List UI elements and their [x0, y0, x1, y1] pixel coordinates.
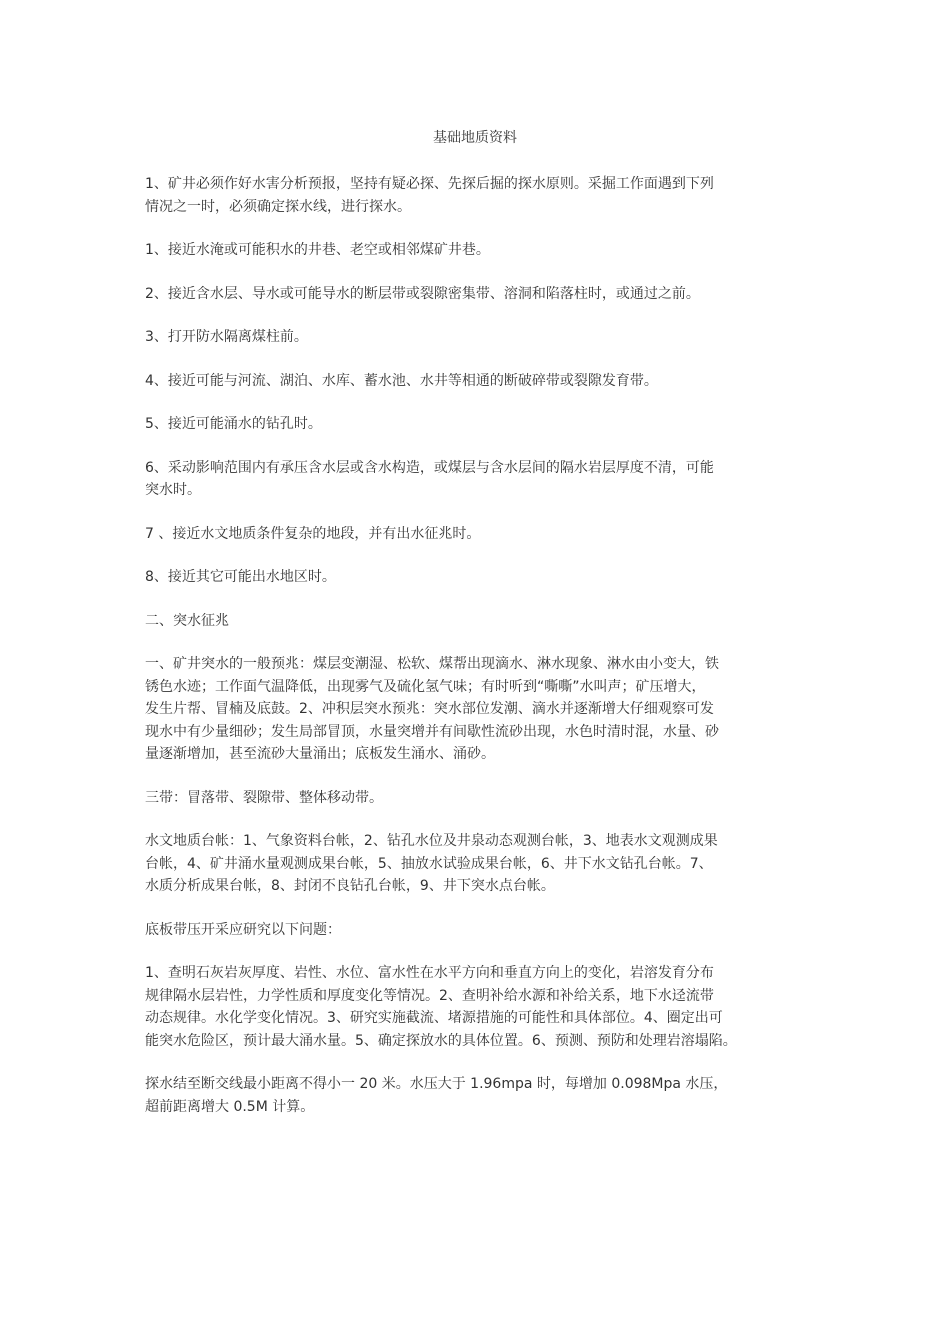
paragraph-line: 发生片帮、冒楠及底鼓。2、冲积层突水预兆：突水部位发潮、滴水并逐渐增大仔细观察可发: [145, 701, 714, 717]
paragraph-9: [145, 566, 815, 589]
paragraph-line: 现水中有少量细砂；发生局部冒顶，水量突增并有间歇性流砂出现，水色时清时混，水量、砂: [145, 723, 719, 740]
paragraph-line: 动态规律。水化学变化情况。3、研究实施截流、堵源措施的可能性和具体部位。4、圈定出可: [145, 1010, 723, 1026]
document-body: [145, 173, 815, 1139]
paragraph-line: 8、接近其它可能出水地区时。: [145, 569, 336, 585]
paragraph-line: 一、矿井突水的一般预兆：煤层变潮湿、松软、煤帮出现滴水、淋水现象、淋水由小变大，铁: [145, 656, 719, 672]
paragraph-line: 能突水危险区，预计最大涌水量。5、确定探放水的具体位置。6、预测、预防和处理岩溶塌陷。: [145, 1032, 737, 1049]
paragraph-line: 6、采动影响范围内有承压含水层或含水构造，或煤层与含水层间的隔水岩层厚度不清，可能: [145, 459, 714, 476]
paragraph-6: [145, 413, 815, 436]
paragraph-4: [145, 326, 815, 349]
paragraph-16: [145, 1073, 815, 1118]
paragraph-15: [145, 962, 815, 1052]
paragraph-line: 3、打开防水隔离煤柱前。: [145, 329, 308, 345]
paragraph-11: [145, 653, 815, 766]
paragraph-1: [145, 173, 815, 218]
paragraph-line: 底板带压开采应研究以下问题：: [145, 921, 341, 938]
paragraph-line: 情况之一时，必须确定探水线，进行探水。: [145, 198, 411, 215]
paragraph-2: [145, 239, 815, 262]
paragraph-line: 二、突水征兆: [145, 612, 229, 629]
section-heading-water-inrush-signs: [145, 610, 815, 633]
paragraph-line: 锈色水迹；工作面气温降低，出现雾气及硫化氢气味；有时听到“嘶嘶”水叫声；矿压增大，: [145, 678, 706, 695]
paragraph-line: 5、接近可能涌水的钻孔时。: [145, 416, 322, 432]
paragraph-line: 规律隔水层岩性，力学性质和厚度变化等情况。2、查明补给水源和补给关系，地下水迳流带: [145, 987, 714, 1004]
paragraph-line: 超前距离增大 0.5M 计算。: [145, 1098, 315, 1115]
paragraph-12: [145, 787, 815, 810]
paragraph-line: 1、接近水淹或可能积水的井巷、老空或相邻煤矿井巷。: [145, 242, 490, 258]
paragraph-line: 水质分析成果台帐，8、封闭不良钻孔台帐，9、井下突水点台帐。: [145, 878, 555, 894]
paragraph-line: 突水时。: [145, 482, 201, 498]
paragraph-line: 三带：冒落带、裂隙带、整体移动带。: [145, 789, 383, 806]
paragraph-7: [145, 457, 815, 502]
paragraph-line: 4、接近可能与河流、湖泊、水库、蓄水池、水井等相通的断破碎带或裂隙发育带。: [145, 372, 658, 389]
paragraph-line: 量逐渐增加，甚至流砂大量涌出；底板发生涌水、涌砂。: [145, 746, 495, 762]
paragraph-line: 1、查明石灰岩灰厚度、岩性、水位、富水性在水平方向和垂直方向上的变化，岩溶发育分布: [145, 965, 714, 981]
paragraph-14: [145, 919, 815, 942]
paragraph-line: 2、接近含水层、导水或可能导水的断层带或裂隙密集带、溶洞和陷落柱时，或通过之前。: [145, 285, 700, 302]
paragraph-line: 探水结至断交线最小距离不得小一 20 米。水压大于 1.96mpa 时，每增加 0.098Mpa 水压，: [145, 1076, 728, 1092]
paragraph-8: [145, 523, 815, 546]
paragraph-line: 1、矿井必须作好水害分析预报，坚持有疑必探、先探后掘的探水原则。采掘工作面遇到下列: [145, 176, 714, 192]
paragraph-5: [145, 370, 815, 393]
document-title: 基础地质资料: [433, 130, 517, 146]
paragraph-line: 水文地质台帐：1、气象资料台帐，2、钻孔水位及井泉动态观测台帐，3、地表水文观测成果: [145, 833, 718, 849]
paragraph-13: [145, 830, 815, 898]
paragraph-line: 台帐，4、矿井涌水量观测成果台帐，5、抽放水试验成果台帐，6、井下水文钻孔台帐。7、: [145, 855, 713, 872]
paragraph-3: [145, 283, 815, 306]
paragraph-line: 7 、接近水文地质条件复杂的地段，并有出水征兆时。: [145, 525, 481, 542]
